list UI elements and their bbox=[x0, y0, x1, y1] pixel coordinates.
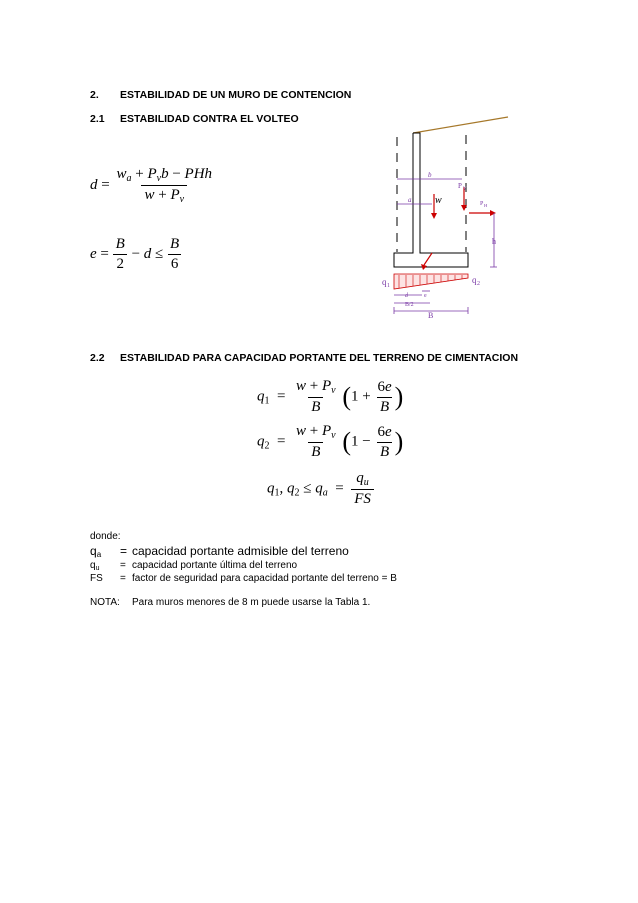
formula-d: d = $\frac{w_a + P_vb - PHh}{w + P_v}$ bbox=[90, 166, 213, 205]
label-b: b bbox=[428, 171, 432, 179]
section-2-2-number: 2.2 bbox=[90, 352, 105, 364]
section-2-1-number: 2.1 bbox=[90, 113, 105, 125]
definition-qa-text: capacidad portante admisible del terreno bbox=[132, 544, 349, 558]
label-q1: q bbox=[382, 277, 387, 287]
label-h: h bbox=[492, 237, 496, 246]
definitions-intro: donde: bbox=[90, 531, 121, 542]
label-B: B bbox=[428, 311, 434, 320]
label-b2: B/2 bbox=[405, 302, 414, 308]
section-2-number: 2. bbox=[90, 89, 99, 101]
definition-qu-text: capacidad portante última del terreno bbox=[132, 560, 298, 571]
retaining-wall-diagram bbox=[380, 115, 515, 320]
definition-fs-text: factor de seguridad para capacidad portante del terreno = B bbox=[132, 573, 397, 584]
definition-qa-eq: = bbox=[120, 544, 128, 558]
ph-arrow-head bbox=[490, 210, 496, 216]
wall-outline bbox=[394, 133, 468, 267]
soil-pressure-diagram bbox=[394, 274, 468, 289]
label-ph: P bbox=[480, 201, 484, 207]
formula-q2: $q_2$ = $\frac{w + P_v}{B}$ (1 − $\frac{6e}{B}$ ) bbox=[257, 423, 404, 460]
section-2-2-title: ESTABILIDAD PARA CAPACIDAD PORTANTE DEL TERRENO DE CIMENTACION bbox=[120, 352, 519, 364]
label-ph-sub: H bbox=[484, 203, 488, 208]
label-q1-sub: 1 bbox=[387, 283, 390, 289]
label-d: d bbox=[405, 293, 408, 299]
label-a: a bbox=[408, 196, 412, 204]
formula-e: e = $\frac{B}{2}$ − d ≤ $\frac{B}{6}$ bbox=[90, 236, 182, 273]
section-2-1-title: ESTABILIDAD CONTRA EL VOLTEO bbox=[120, 113, 299, 125]
resultant-arrow-line bbox=[424, 253, 432, 265]
formula-q1: $q_1$ = $\frac{w + P_v}{B}$ (1 + $\frac{6e}{B}$ ) bbox=[257, 378, 404, 415]
definition-qu-eq: = bbox=[120, 560, 126, 571]
nota-text: Para muros menores de 8 m puede usarse la Tabla 1. bbox=[132, 597, 371, 608]
label-pv-sub: V bbox=[463, 187, 467, 192]
label-w: w bbox=[435, 195, 442, 206]
formula-qa: $q_1$, $q_2 \le q_a$ = $\frac{q_u}{FS}$ bbox=[267, 470, 374, 508]
section-2-title: ESTABILIDAD DE UN MURO DE CONTENCION bbox=[120, 89, 352, 101]
definition-qa: qa bbox=[90, 544, 102, 559]
definition-fs-eq: = bbox=[120, 573, 126, 584]
definition-qu: $q_u$ bbox=[90, 560, 100, 572]
label-q2: q bbox=[472, 275, 477, 285]
definition-fs: FS bbox=[90, 573, 103, 584]
w-arrow-head bbox=[431, 213, 437, 219]
label-pv: P bbox=[458, 182, 462, 190]
label-e: e bbox=[424, 293, 427, 299]
label-q2-sub: 2 bbox=[477, 281, 480, 287]
nota-label: NOTA: bbox=[90, 597, 120, 608]
backfill-slope-line bbox=[413, 117, 508, 133]
